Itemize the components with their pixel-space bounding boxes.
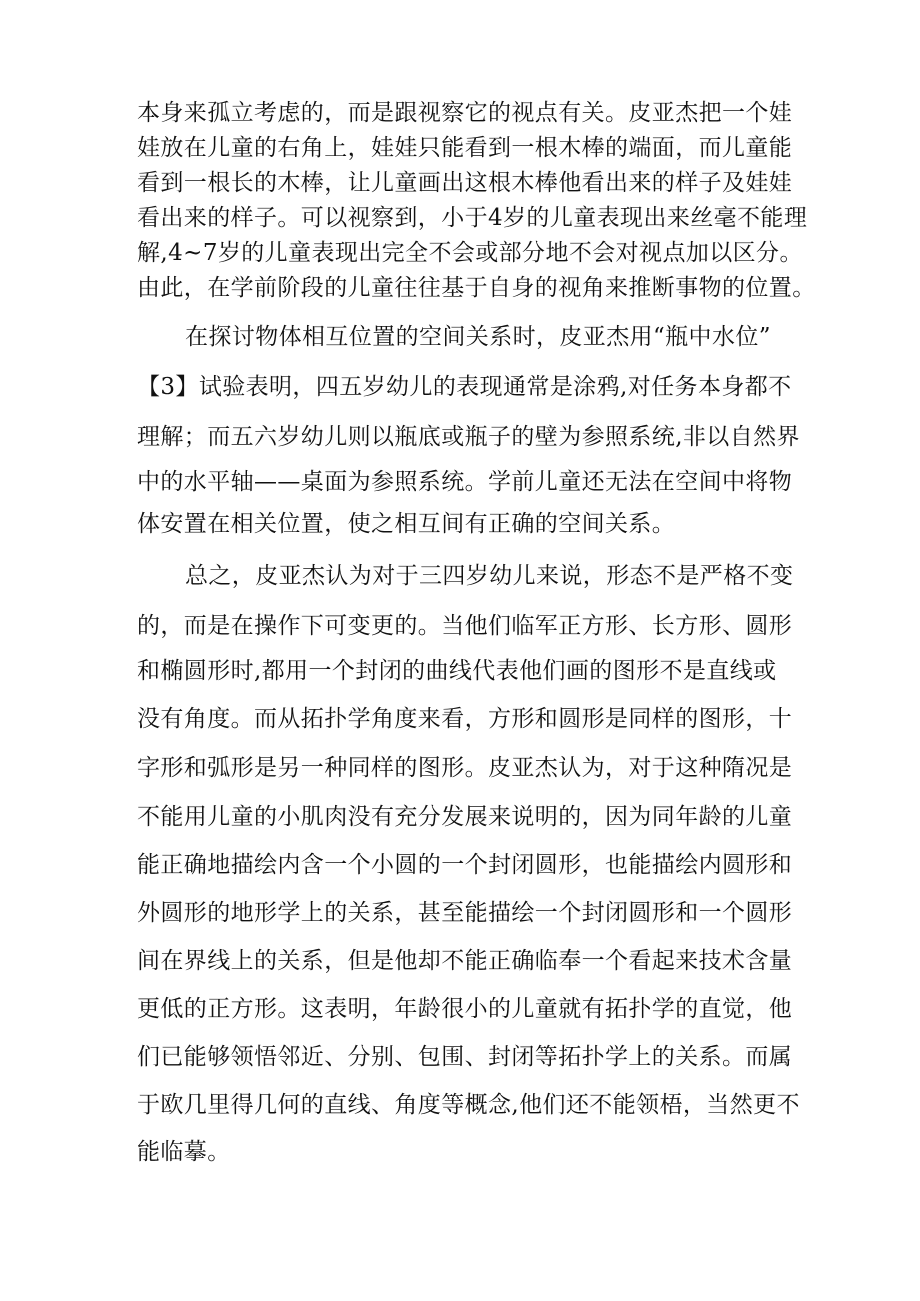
paragraph-1-line-4: 看出来的样子。可以视察到，小于4岁的儿童表现出来丝毫不能理 [137,205,808,231]
paragraph-3-line-12: 于欧几里得几何的直线、角度等概念,他们还不能领梧，当然更不 [137,1092,800,1118]
paragraph-2-line-1: 在探讨物体相互位置的空间关系时，皮亚杰用“瓶中水位” [185,324,771,350]
paragraph-1-line-2: 娃放在儿童的右角上，娃娃只能看到一根木棒的端面，而儿童能 [137,135,793,161]
paragraph-2-line-4: 中的水平轴——桌面为参照系统。学前儿童还无法在空间中将物 [137,469,793,495]
paragraph-1-line-3: 看到一根长的木棒，让儿童画出这根木棒他看出来的样子及娃娃 [137,170,793,196]
paragraph-2-line-2: 【3】试验表明，四五岁幼儿的表现通常是涂鸦,对任务本身都不 [137,374,792,400]
paragraph-3-line-2: 的，而是在操作下可变更的。当他们临军正方形、长方形、圆形 [137,613,793,639]
paragraph-3-line-5: 字形和弧形是另一种同样的图形。皮亚杰认为，对于这种隋况是 [137,755,793,781]
paragraph-3-line-1: 总之，皮亚杰认为对于三四岁幼儿来说，形态不是严格不变 [185,563,794,589]
paragraph-2-line-5: 体安置在相关位置，使之相互间有正确的空间关系。 [137,511,676,537]
paragraph-2-line-3: 理解；而五六岁幼儿则以瓶底或瓶子的壁为参照系统,非以自然界 [137,424,800,450]
paragraph-3-line-9: 间在界线上的关系，但是他却不能正确临奉一个看起来技术含量 [137,948,793,974]
paragraph-3-line-13: 能临摹。 [137,1139,231,1165]
paragraph-1-line-5: 解,4~7岁的儿童表现出完全不会或部分地不会对视点加以区分。 [137,240,803,266]
paragraph-3-line-3: 和椭圆形时,都用一个封闭的曲线代表他们画的图形不是直线或 [137,658,777,684]
paragraph-1-line-6: 由此，在学前阶段的儿童往往基于自身的视角来推断事物的位置。 [137,275,816,301]
paragraph-3-line-11: 们已能够领悟邻近、分别、包围、封闭等拓扑学上的关系。而属 [137,1044,793,1070]
paragraph-1-line-1: 本身来孤立考虑的，而是跟视察它的视点有关。皮亚杰把一个娃 [137,100,793,126]
paragraph-3-line-6: 不能用儿童的小肌肉没有充分发展来说明的，因为同年龄的儿童 [137,804,793,830]
paragraph-3-line-4: 没有角度。而从拓扑学角度来看，方形和圆形是同样的图形，十 [137,706,793,732]
paragraph-3-line-8: 外圆形的地形学上的关系，甚至能描绘一个封闭圆形和一个圆形 [137,900,793,926]
paragraph-3-line-10: 更低的正方形。这表明，年龄很小的儿童就有拓扑学的直觉，他 [137,996,793,1022]
paragraph-3-line-7: 能正确地描绘内含一个小圆的一个封闭圆形，也能描绘内圆形和 [137,852,793,878]
